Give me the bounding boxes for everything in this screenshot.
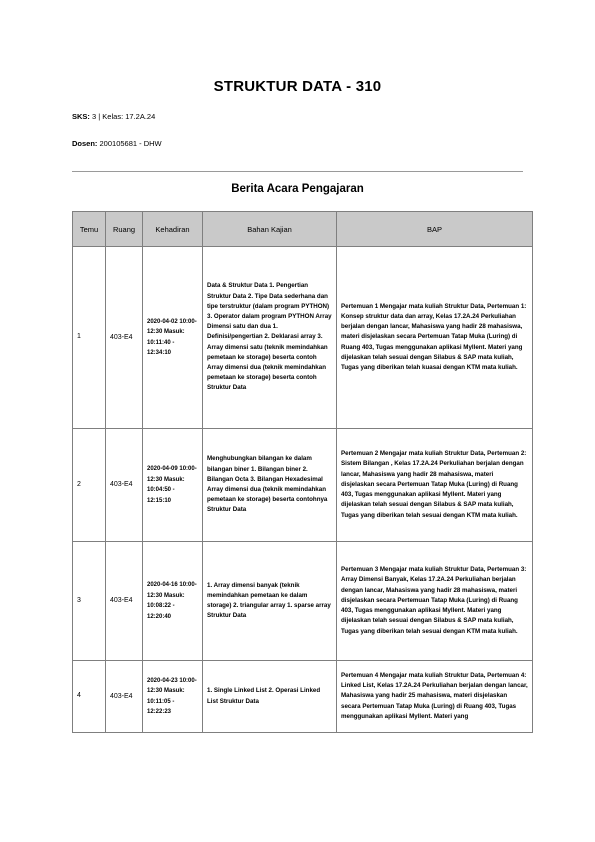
dosen-value: 200105681 - DHW: [99, 139, 162, 148]
cell-temu: 1: [73, 247, 106, 429]
cell-temu: 3: [73, 542, 106, 661]
cell-bap: Pertemuan 1 Mengajar mata kuliah Struktur Data, Pertemuan 1: Konsep struktur data dan array, Kelas 17.2A.24 Perkuliahan berjalan dengan lancar, Mahasiswa yang hadir 28 mahasiswa, materi disjelaskan secara Pertemuan Tatap Muka (Luring) di Ruang 403, Tugas menggunakan aplikasi Myllent. Materi yang dijelaskan telah sesuai dengan Silabus & SAP mata kuliah, Tugas yang diberikan telah kuasai dengan KTM mata kuliah.: [337, 247, 533, 429]
table-header-row: [73, 212, 533, 247]
bap-text: Pertemuan 4 Mengajar mata kuliah Struktur Data, Pertemuan 4: Linked List, Kelas 17.2A.24 Perkuliahan berjalan dengan lancar, Mahasiswa yang hadir 25 mahasiswa, materi disjelaskan secara Pertemuan Tatap Muka (Luring) di Ruang 403, Tugas menggunakan aplikasi Myllent. Materi yang: [341, 671, 528, 720]
cell-kehadiran: 2020-04-16 10:00-12:30 Masuk: 10:08:22 - 12:20:40: [143, 542, 203, 661]
cell-ruang: 403-E4: [106, 542, 143, 661]
cell-temu: 4: [73, 661, 106, 733]
sks-kelas-line: [72, 112, 155, 121]
cell-bap: [337, 661, 533, 733]
cell-bap: Pertemuan 2 Mengajar mata kuliah Struktur Data, Pertemuan 2: Sistem Bilangan , Kelas 17.2A.24 Perkuliahan berjalan dengan lancar, Mahasiswa yang hadir 28 mahasiswa, materi disjelaskan secara Pertemuan Tatap Muka (Luring) di Ruang 403, Tugas menggunakan aplikasi Myllent. Materi yang dijelaskan telah sesuai dengan Silabus & SAP mata kuliah, Tugas yang diberikan telah sesuai dengan KTM mata kuliah.: [337, 429, 533, 542]
header-ruang: Ruang: [106, 212, 143, 247]
cell-bap: Pertemuan 3 Mengajar mata kuliah Struktur Data, Pertemuan 3: Array Dimensi Banyak, Kelas 17.2A.24 Perkuliahan berjalan dengan lancar, Mahasiswa yang hadir 28 mahasiswa, materi disjelaskan secara Pertemuan Tatap Muka (Luring) di Ruang 403, Tugas menggunakan aplikasi Myllent. Materi yang dijelaskan telah sesuai dengan Silabus & SAP mata kuliah, Tugas yang diberikan telah sesuai dengan KTM mata kuliah.: [337, 542, 533, 661]
cell-bahan-kajian: Data & Struktur Data 1. Pengertian Struktur Data 2. Tipe Data sederhana dan tipe terstruktur (dalam program PYTHON) 3. Operator dalam program PYTHON Array Dimensi satu dan dua 1. Definisi/pengertian 2. Deklarasi array 3. Array dimensi satu (teknik memindahkan pemetaan ke storage) beserta contoh Array dimensi dua (teknik memindahkan pemetaan ke storage) beserta contoh Struktur Data: [203, 247, 337, 429]
sks-kelas-value: 3 | Kelas: 17.2A.24: [92, 112, 156, 121]
berita-acara-table: [72, 211, 533, 733]
cell-ruang: 403-E4: [106, 429, 143, 542]
cell-bahan-kajian: Menghubungkan bilangan ke dalam bilangan biner 1. Bilangan biner 2. Bilangan Octa 3. Bilangan Hexadesimal Array dimensi dua (teknik memindahkan pemetaan ke storage) beserta contohnya Struktur Data: [203, 429, 337, 542]
document-title: STRUKTUR DATA - 310: [213, 78, 382, 95]
cell-ruang: 403-E4: [106, 661, 143, 733]
dosen-line: [72, 139, 162, 148]
section-title: Berita Acara Pengajaran: [231, 183, 364, 195]
table-row: [73, 247, 533, 429]
header-bahan-kajian: Bahan Kajian: [203, 212, 337, 247]
cell-temu: 2: [73, 429, 106, 542]
cell-kehadiran: 2020-04-09 10:00-12:30 Masuk: 10:04:50 - 12:15:10: [143, 429, 203, 542]
sks-label: SKS:: [72, 112, 90, 121]
cell-ruang: 403-E4: [106, 247, 143, 429]
table-row: [73, 429, 533, 542]
divider: [72, 171, 523, 172]
cell-bahan-kajian: 1. Array dimensi banyak (teknik memindahkan pemetaan ke dalam storage) 2. triangular array 1. sparse array Struktur Data: [203, 542, 337, 661]
header-temu: Temu: [73, 212, 106, 247]
dosen-label: Dosen:: [72, 139, 98, 148]
table-row: [73, 661, 533, 733]
cell-bahan-kajian: 1. Single Linked List 2. Operasi Linked List Struktur Data: [203, 661, 337, 733]
cell-kehadiran: 2020-04-02 10:00-12:30 Masuk: 10:11:40 - 12:34:10: [143, 247, 203, 429]
header-bap: BAP: [337, 212, 533, 247]
header-kehadiran: Kehadiran: [143, 212, 203, 247]
cell-kehadiran: 2020-04-23 10:00-12:30 Masuk: 10:11:05 - 12:22:23: [143, 661, 203, 733]
table-row: [73, 542, 533, 661]
